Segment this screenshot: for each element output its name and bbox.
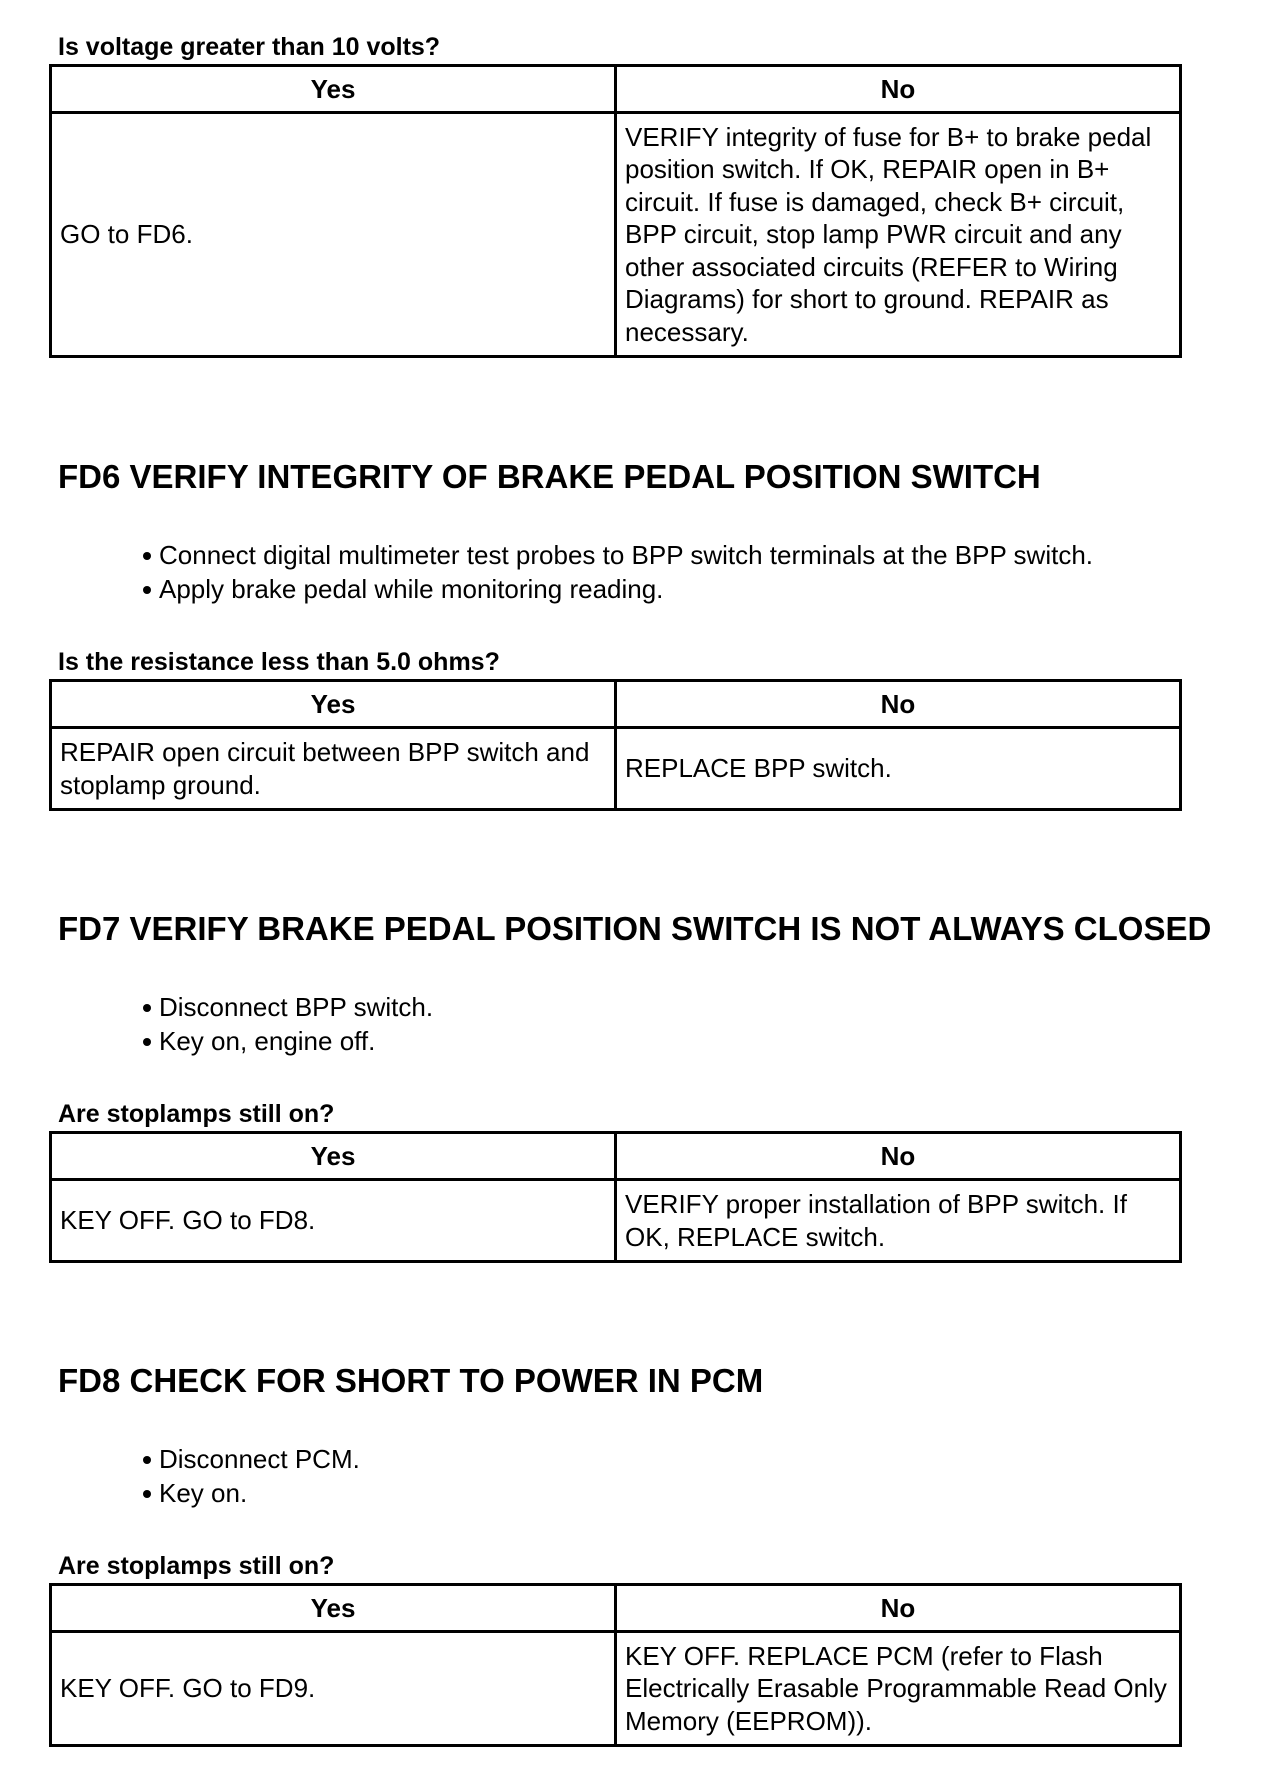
fd7-question: Are stoplamps still on? (58, 1100, 335, 1128)
voltage-decision-table (49, 64, 1182, 358)
yes-action-cell: REPAIR open circuit between BPP switch and stoplamp ground. (51, 728, 616, 810)
yes-column-header: Yes (51, 1133, 616, 1180)
yes-action-cell: KEY OFF. GO to FD9. (51, 1632, 616, 1746)
fd6-decision-table (49, 679, 1182, 811)
no-column-header: No (616, 681, 1181, 728)
yes-action-cell: KEY OFF. GO to FD8. (51, 1180, 616, 1262)
fd8-decision-table (49, 1583, 1182, 1747)
no-column-header: No (616, 1133, 1181, 1180)
fd6-question: Is the resistance less than 5.0 ohms? (58, 648, 500, 676)
step-item: Key on, engine off. (140, 1024, 433, 1058)
yes-column-header: Yes (51, 66, 616, 113)
fd8-steps (140, 1442, 360, 1510)
yes-column-header: Yes (51, 681, 616, 728)
step-item: Apply brake pedal while monitoring reading. (140, 572, 1093, 606)
fd7-decision-table (49, 1131, 1182, 1263)
yes-action-cell: GO to FD6. (51, 113, 616, 357)
no-action-cell: VERIFY proper installation of BPP switch. If OK, REPLACE switch. (616, 1180, 1181, 1262)
no-action-cell: REPLACE BPP switch. (616, 728, 1181, 810)
fd6-steps (140, 538, 1093, 606)
no-column-header: No (616, 66, 1181, 113)
step-item: Key on. (140, 1476, 360, 1510)
fd7-steps (140, 990, 433, 1058)
fd8-question: Are stoplamps still on? (58, 1552, 335, 1580)
no-action-cell: KEY OFF. REPLACE PCM (refer to Flash Electrically Erasable Programmable Read Only Memory (EEPROM)). (616, 1632, 1181, 1746)
step-item: Connect digital multimeter test probes to BPP switch terminals at the BPP switch. (140, 538, 1093, 572)
voltage-question: Is voltage greater than 10 volts? (58, 33, 441, 61)
step-item: Disconnect BPP switch. (140, 990, 433, 1024)
step-item: Disconnect PCM. (140, 1442, 360, 1476)
fd8-heading: FD8 CHECK FOR SHORT TO POWER IN PCM (58, 1362, 764, 1399)
no-action-cell: VERIFY integrity of fuse for B+ to brake pedal position switch. If OK, REPAIR open in B+ circuit. If fuse is damaged, check B+ circuit, BPP circuit, stop lamp PWR circuit and any other associated circuits (REFER to Wiring Diagrams) for short to ground. REPAIR as necessary. (616, 113, 1181, 357)
fd6-heading: FD6 VERIFY INTEGRITY OF BRAKE PEDAL POSITION SWITCH (58, 458, 1041, 495)
yes-column-header: Yes (51, 1585, 616, 1632)
fd7-heading: FD7 VERIFY BRAKE PEDAL POSITION SWITCH IS NOT ALWAYS CLOSED (58, 910, 1212, 947)
no-column-header: No (616, 1585, 1181, 1632)
